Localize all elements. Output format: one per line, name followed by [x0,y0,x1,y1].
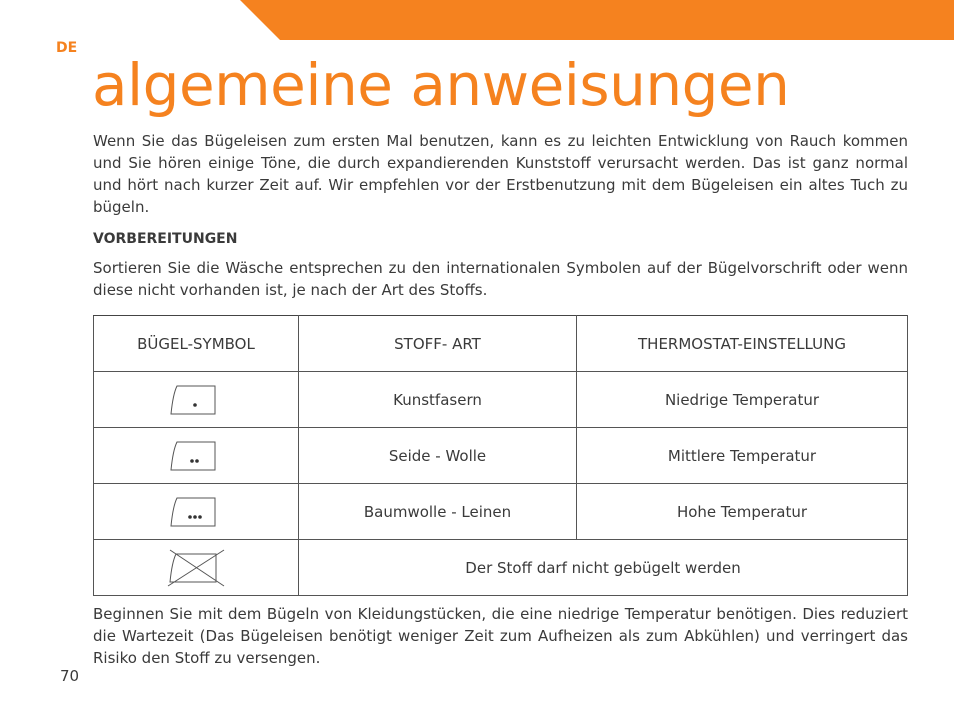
fabric-cell: Seide - Wolle [299,428,577,484]
iron-one-dot-icon [94,372,299,428]
header-banner [240,0,954,40]
iron-three-dots-icon [94,484,299,540]
table-row [94,428,908,484]
header-fabric: STOFF- ART [299,316,577,372]
no-iron-text: Der Stoff darf nicht gebügelt werden [299,540,908,596]
fabric-cell: Kunstfasern [299,372,577,428]
section-paragraph: Sortieren Sie die Wäsche entsprechen zu den internationalen Symbolen auf der Bügelvorschrift oder wenn diese nicht vorhanden ist, je nach der Art des Stoffs. [93,259,908,299]
page-number: 70 [60,667,80,685]
setting-cell: Mittlere Temperatur [577,428,908,484]
header-symbol: BÜGEL-SYMBOL [94,316,299,372]
ironing-symbol-table [93,315,908,596]
intro-paragraph: Wenn Sie das Bügeleisen zum ersten Mal benutzen, kann es zu leichten Entwicklung von Rauch kommen und Sie hören einige Töne, die durch expandierenden Kunststoff verursacht werden. Das ist ganz normal und hört nach kurzer Zeit auf. Wir empfehlen vor der Erstbenutzung mit dem Bügeleisen ein altes Tuch zu bügeln. [93,132,908,216]
setting-cell: Niedrige Temperatur [577,372,908,428]
table-row [94,484,908,540]
iron-crossed-icon [94,540,299,596]
fabric-cell: Baumwolle - Leinen [299,484,577,540]
closing-paragraph: Beginnen Sie mit dem Bügeln von Kleidungstücken, die eine niedrige Temperatur benötigen. Dies reduziert die Wartezeit (Das Bügeleisen benötigt weniger Zeit zum Aufheizen als zum Abkühlen) und verringert das Risiko den Stoff zu versengen. [93,605,908,667]
table-header-row [94,316,908,372]
section-heading: VORBEREITUNGEN [93,231,238,247]
page-title: algemeine anweisungen [92,51,790,119]
table-row [94,540,908,596]
iron-two-dots-icon [94,428,299,484]
setting-cell: Hohe Temperatur [577,484,908,540]
header-thermostat: THERMOSTAT-EINSTELLUNG [577,316,908,372]
language-label: DE [56,40,78,56]
table-row [94,372,908,428]
